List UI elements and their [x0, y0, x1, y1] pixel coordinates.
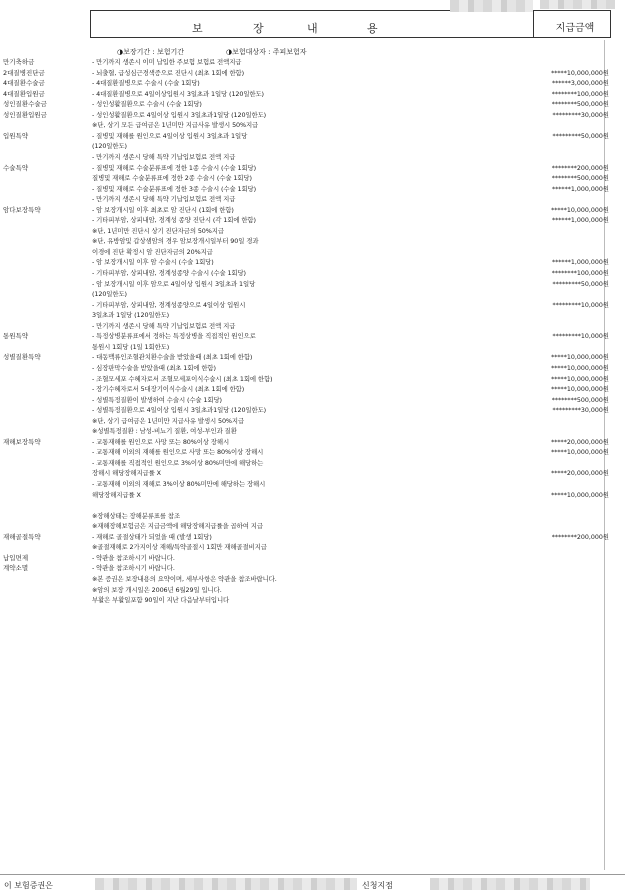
coverage-description: 통원시 1회당 (1일 1회한도): [92, 342, 170, 351]
coverage-description: ※골절재해로 2가지이상 재해/특약골절시 1회만 재해골절비지급: [92, 543, 267, 552]
coverage-label: 재해골절특약: [3, 532, 41, 541]
coverage-description: - 암 보장개시일 이후 암 수술시 (수술 1회당): [92, 258, 214, 267]
coverage-description: - 교통재해 이외의 재해를 원인으로 사망 또는 80%이상 장해시: [92, 448, 264, 457]
coverage-row: [0, 226, 625, 237]
coverage-row: [0, 416, 625, 427]
coverage-row: [0, 490, 625, 501]
header-title-word-4: 용: [367, 22, 378, 35]
coverage-amount: *********30,000원: [552, 111, 609, 119]
coverage-amount: *****10,000,000원: [551, 375, 609, 383]
coverage-row: [0, 585, 625, 596]
coverage-row: [0, 78, 625, 89]
footer-notice: 이 보험증권은: [4, 881, 53, 890]
coverage-amount: *****10,000,000원: [551, 69, 609, 77]
coverage-description: ※단, 유방암및 갑상샘암의 경우 암보장개시일부터 90일 경과: [92, 237, 259, 246]
coverage-description: - 대동맥류인조혈관치환수술을 받았을때 (최초 1회에 한함): [92, 353, 253, 362]
coverage-description: - 성별특정질환으로 4일이상 입원시 3일초과1일당 (120일한도): [92, 406, 267, 415]
coverage-description: - 성별특정질환이 발생하여 수술시 (수술 1회당): [92, 395, 222, 404]
coverage-description: ※암의 보장 개시일은 2006년 6월29일 입니다.: [92, 585, 222, 594]
coverage-row: [0, 479, 625, 490]
coverage-description: - 기타피부암, 상피내암, 경계성종양 수술시 (수술 1회당): [92, 269, 246, 277]
coverage-row: [0, 57, 625, 68]
redacted-footer-branch: [430, 878, 590, 890]
coverage-description: - 질병및 재해로 수술분류표에 정한 3종 수술시 (수술 1회당): [92, 184, 256, 193]
coverage-description: - 심장판막수술을 받았을때 (최초 1회에 한함): [92, 363, 216, 372]
amount-column-header: 지급금액: [555, 23, 595, 34]
coverage-row: [0, 289, 625, 300]
coverage-description: - 장기수혜자로서 5대장기이식수술시 (최초 1회에 한함): [92, 385, 245, 394]
coverage-amount: *****20,000,000원: [551, 470, 609, 478]
coverage-row: [0, 68, 625, 79]
coverage-description: - 재해로 골절상태가 되었을 때 (발생 1회당): [92, 532, 212, 541]
coverage-description: - 성인성활질환으로 수술시 (수술 1회당): [92, 100, 202, 109]
coverage-amount: ********200,000원: [551, 533, 609, 541]
coverage-description: - 약관을 참조하시기 바랍니다.: [92, 564, 175, 573]
coverage-row: [0, 395, 625, 406]
coverage-row: [0, 511, 625, 522]
coverage-label: 계약소멸: [3, 564, 29, 573]
coverage-amount: *****10,000,000원: [551, 364, 609, 372]
coverage-description: - 질병및 재해를 원인으로 4일이상 입원시 3일초과 1일당: [92, 131, 248, 140]
coverage-description: - 4대질환질병으로 수술시 (수술 1회당): [92, 79, 200, 88]
coverage-description: ※본 증권은 보장내용의 요약이며, 세부사항은 약관을 참조바랍니다.: [92, 574, 277, 583]
redacted-header-block: [450, 0, 533, 12]
coverage-row: [0, 205, 625, 216]
coverage-row: [0, 131, 625, 142]
coverage-description: (120일한도): [92, 142, 127, 151]
coverage-amount: *****10,000,000원: [551, 386, 609, 394]
coverage-description: 부활은 부활일포함 90일이 지난 다음날부터입니다: [92, 596, 230, 605]
coverage-row: [0, 247, 625, 258]
coverage-label: 입원특약: [3, 131, 29, 140]
coverage-row: [0, 468, 625, 479]
coverage-row: [0, 194, 625, 205]
coverage-label: 성별질환특약: [3, 353, 41, 362]
coverage-description: - 암 보장개시일 이후 최초로 암 진단시 (1회에 한함): [92, 205, 234, 214]
coverage-row: [0, 437, 625, 448]
coverage-row: [0, 542, 625, 553]
coverage-row: [0, 426, 625, 437]
coverage-amount: ******1,000,000원: [551, 185, 609, 193]
coverage-row: [0, 574, 625, 585]
coverage-description: - 만기까지 생존시 당해 특약 기납입보험료 전액 지급: [92, 321, 236, 330]
coverage-description: - 교통재해를 원인으로 사망 또는 80%이상 장해시: [92, 437, 230, 446]
coverage-description: ※단, 상기 모든 급여금은 1년미만 지급사유 발생시 50%지급: [92, 121, 259, 130]
coverage-row: [0, 236, 625, 247]
coverage-description: (120일한도): [92, 290, 127, 299]
redacted-footer-block: [95, 878, 357, 890]
header-title-word-3: 내: [307, 22, 318, 35]
coverage-amount: ******3,000,000원: [551, 80, 609, 88]
coverage-row: [0, 532, 625, 543]
coverage-description: 질병및 재해로 수술분류표에 정한 2종 수술시 (수술 1회당): [92, 174, 252, 183]
coverage-row: [0, 374, 625, 385]
coverage-amount: *****20,000,000원: [551, 438, 609, 446]
coverage-description: - 기타피부암, 상피내암, 경계성종양으로 4일이상 입원시: [92, 300, 246, 309]
coverage-row: [0, 300, 625, 311]
coverage-description: - 뇌출혈, 급성심근경색증으로 진단시 (최초 1회에 한함): [92, 68, 245, 77]
header-left-border: [90, 10, 91, 38]
coverage-amount: *********10,000원: [552, 333, 609, 341]
footer-rule: [0, 874, 625, 875]
coverage-row: [0, 352, 625, 363]
coverage-description: - 암 보장개시일 이후 암으로 4일이상 입원시 3일초과 1일당: [92, 279, 256, 288]
coverage-row: [0, 310, 625, 321]
coverage-row: [0, 321, 625, 332]
coverage-row: [0, 120, 625, 131]
coverage-description: 장해시 해당장해지급률 X: [92, 469, 161, 478]
header-title-word-2: 장: [253, 22, 264, 35]
coverage-label: 납입면제: [3, 553, 29, 562]
coverage-amount: *********50,000원: [552, 132, 609, 140]
coverage-amount: *****10,000,000원: [551, 206, 609, 214]
coverage-description: - 4대질환질병으로 4일이상입원시 3일초과 1일당 (120일한도): [92, 89, 264, 98]
coverage-amount: *****10,000,000원: [551, 449, 609, 457]
coverage-description: ※장해상태는 장해분류표를 참조: [92, 511, 181, 520]
coverage-row: [0, 342, 625, 353]
coverage-row: [0, 447, 625, 458]
coverage-period: ◑보장기간 : 보험기간: [117, 48, 185, 56]
coverage-amount: ******1,000,000원: [551, 259, 609, 267]
coverage-description: - 기타피부암, 상피내암, 경계성 종양 진단시 (각 1회에 한함): [92, 216, 256, 225]
coverage-description: - 조혈모세포 수혜자로서 조혈모세포이식수술시 (최초 1회에 한함): [92, 374, 273, 383]
coverage-description: - 질병및 재해로 수술분류표에 정한 1종 수술시 (수술 1회당): [92, 163, 256, 172]
coverage-label: 성인질환수술금: [3, 100, 47, 109]
coverage-description: - 약관을 참조하시기 바랍니다.: [92, 553, 175, 562]
coverage-amount: ********500,000원: [551, 175, 609, 183]
coverage-amount: ********500,000원: [551, 101, 609, 109]
coverage-label: 재해보장특약: [3, 437, 41, 446]
coverage-row: [0, 110, 625, 121]
coverage-description: ※재해장해보험금은 지급금액에 해당장해지급률을 곱하여 지급: [92, 522, 263, 531]
coverage-amount: ********100,000원: [551, 90, 609, 98]
coverage-amount: ********200,000원: [551, 164, 609, 172]
coverage-row: [0, 595, 625, 606]
insured-person: ◑보험대상자 : 주피보험자: [226, 48, 307, 56]
coverage-row: [0, 405, 625, 416]
coverage-label: 만기축하금: [3, 58, 35, 66]
coverage-amount: ********500,000원: [551, 396, 609, 404]
coverage-amount: *********10,000원: [552, 301, 609, 309]
coverage-row: [0, 99, 625, 110]
footer-branch-label: 신청지점: [362, 881, 393, 890]
coverage-row: [0, 268, 625, 279]
coverage-description: 해당장해지급률 X: [92, 490, 141, 499]
coverage-row: [0, 89, 625, 100]
coverage-description: - 만기까지 생존시 당해 특약 기납입보험료 전액 지급: [92, 195, 236, 204]
coverage-row: [0, 215, 625, 226]
coverage-description: ※단, 상기 급여금은 1년미만 지급사유 발생시 50%지급: [92, 416, 245, 425]
coverage-description: ※성별특정질환 : 남성-비뇨기 질환, 여성-부인과 질환: [92, 427, 237, 436]
coverage-row: [0, 458, 625, 469]
coverage-row: [0, 141, 625, 152]
coverage-description: ※단, 1년미만 진단시 상기 진단자금의 50%지급: [92, 226, 224, 235]
coverage-label: 수술특약: [3, 163, 29, 172]
coverage-description: - 만기까지 생존시 이미 납입한 주보험 보험료 전액지급: [92, 58, 242, 66]
redacted-header-block-right: [540, 0, 615, 9]
coverage-row: [0, 521, 625, 532]
coverage-row: [0, 363, 625, 374]
coverage-amount: *****10,000,000원: [551, 354, 609, 362]
coverage-amount: ********100,000원: [551, 270, 609, 277]
coverage-description: - 성인성활질환으로 4일이상 입원시 3일초과1일당 (120일한도): [92, 110, 267, 119]
coverage-row: [0, 152, 625, 163]
coverage-row: [0, 163, 625, 174]
header-title-word-1: 보: [192, 22, 203, 35]
coverage-amount: *********50,000원: [552, 280, 609, 288]
coverage-label: 4대질환수술금: [3, 79, 45, 88]
coverage-description: 3일초과 1일당 (120일한도): [92, 311, 170, 320]
coverage-row: [0, 500, 625, 511]
amount-column-divider: [533, 10, 534, 38]
coverage-description: - 만기까지 생존시 당해 특약 기납입보험료 전액 지급: [92, 152, 236, 161]
header-right-border: [610, 10, 611, 38]
coverage-row: [0, 279, 625, 290]
header-bottom-rule: [90, 37, 610, 38]
coverage-amount: *********30,000원: [552, 407, 609, 415]
coverage-description: 이경에 진단 확정시 암 진단자금의 20%지급: [92, 247, 213, 256]
coverage-row: [0, 553, 625, 564]
coverage-label: 2대질병진단금: [3, 68, 45, 77]
coverage-label: 통원특약: [3, 332, 29, 341]
coverage-description: - 특정상병분류표에서 정하는 특정상병을 직접적인 원인으로: [92, 332, 256, 341]
coverage-row: [0, 257, 625, 268]
coverage-amount: *****10,000,000원: [551, 491, 609, 499]
coverage-label: 성인질환입원금: [3, 110, 47, 119]
coverage-row: [0, 173, 625, 184]
coverage-description: - 교통재해를 직접적인 원인으로 3%이상 80%미만에 해당하는: [92, 458, 264, 467]
coverage-row: [0, 563, 625, 574]
coverage-row: [0, 184, 625, 195]
coverage-label: 암다보장특약: [3, 205, 41, 214]
coverage-description: - 교통재해 이외의 재해로 3%이상 80%미만에 해당하는 장해시: [92, 480, 266, 488]
coverage-amount: ******1,000,000원: [551, 217, 609, 225]
coverage-label: 4대질환입원금: [3, 89, 45, 98]
coverage-row: [0, 384, 625, 395]
coverage-row: [0, 331, 625, 342]
